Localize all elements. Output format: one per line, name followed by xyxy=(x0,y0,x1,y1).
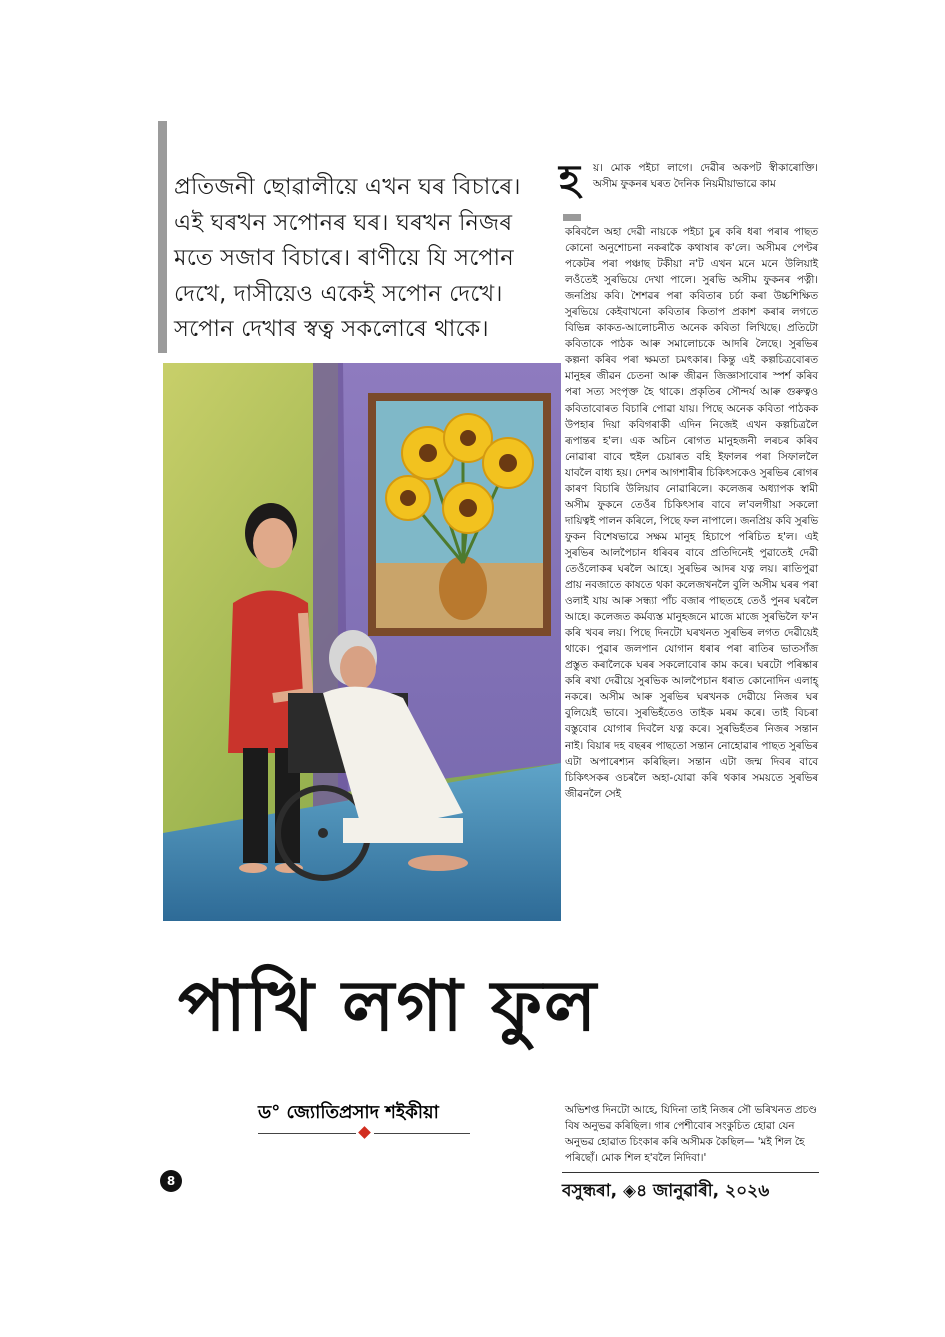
story-title: পাখি লগা ফুল xyxy=(178,965,599,1047)
story-illustration xyxy=(163,363,561,921)
author-name: ড° জ্যোতিপ্ৰসাদ শইকীয়া xyxy=(258,1102,439,1123)
author-rule-left xyxy=(258,1133,356,1134)
footer-publication: বসুন্ধৰা, ◈৪ জানুৱাৰী, ২০২৬ xyxy=(562,1181,770,1201)
sunflower-painting xyxy=(368,393,551,636)
page-number: 8 xyxy=(160,1170,182,1192)
body-text-main: কৰিবলৈ অহা দেৱী নায়কে পইচা চুৰ কৰি ধৰা পৰাৰ পাছত কোনো অনুশোচনা নকৰাকৈ কথাষাৰ ক'লে। অসীমৰ পেণ্টৰ পকেটৰ পৰা পঞ্চাছ টকীয়া ন'ট এখন মনে মনে উলিয়াই লওঁতেই সুৰভিয়ে দেখা পালে। সুৰভি অসীম ফুকনৰ পত্নী। জনপ্ৰিয় কবি। শৈশৱৰ পৰা কবিতাৰ চৰ্চা কৰা উচ্চশিক্ষিত সুৰভিয়ে কেইবাখনো কবিতাৰ কিতাপ প্ৰকাশ কৰাৰ লগতে বিভিন্ন কাকত-আলোচনীত অনেক কবিতা লিখিছে। প্ৰতিটো কবিতাকে পাঠক আৰু সমালোচকে আদৰি লৈছে। সুৰভিৰ কল্পনা কৰিব পৰা ক্ষমতা চমৎকাৰ। কিন্তু এই কল্পচিত্ৰবোৰত মানুহৰ জীৱন চেতনা আৰু জীৱন জিজ্ঞাসাবোৰ স্পৰ্শ কৰিব পৰা সত্য সংপৃক্ত হৈ থাকে। প্ৰকৃতিৰ সৌন্দৰ্য আৰু গুৰুত্বও কবিতাবোৰত বিচাৰি পোৱা যায়। পিছে অনেক কবিতা পাঠকক উপহাৰ দিয়া কবিগৰাকী এদিন নিজেই এখন কল্পচিত্ৰলৈ ৰূপান্তৰ হ'ল। এক অচিন ৰোগত মানুহজনী লৰচৰ কৰিব নোৱাৰা বাবে হুইল চেয়াৰত বহি ইফালৰ পৰা সিফাললৈ যাবলৈ বাধ্য হয়। দেশৰ আগশাৰীৰ চিকিৎসকেও সুৰভিৰ ৰোগৰ কাৰণ বিচাৰি উলিয়াব নোৱাৰিলে। কলেজৰ অধ্যাপক স্বামী অসীম ফুকনে তেওঁৰ চিকিৎসাৰ বাবে ল'বলগীয়া সকলো দায়িত্বই পালন কৰিলে, পিছে ফল নাপালে। জনপ্ৰিয় কবি সুৰভি ফুকন বিশেষভাৱে সক্ষম মানুহ হিচাপে পৰিচিত হ'ল। এই সুৰভিৰ আলপৈচান ধৰিবৰ বাবে প্ৰতিদিনেই পুৱাতেই দেৱী তেওঁলোকৰ ঘৰলৈ আহে। সুৰভিৰ আদৰ যত্ন লয়। ৰাতিপুৱা প্ৰায় নবজাতে কাষতে থকা কলেজখনলৈ বুলি অসীম ঘৰৰ পৰা ওলাই যায় আৰু সন্ধ্যা পাঁচ বজাৰ পাছতহে তেওঁ পুনৰ ঘৰলৈ আহে। কলেজত কৰ্মব্যস্ত মানুহজনে মাজে মাজে সুৰভিলৈ ফ'ন কৰি খবৰ লয়। পিছে দিনটো ঘৰখনত সুৰভিৰ লগত দেৱীয়েই থাকে। পুৱাৰ জলপান যোগান ধৰাৰ পৰা ৰাতিৰ ভাতসাঁজ প্ৰস্তুত কৰালৈকে ঘৰৰ সকলোবোৰ কাম কৰে। ঘৰটো পৰিষ্কাৰ কৰি ৰখা দেৱীয়ে সুৰভিক আলপৈচান ধৰাত কোনোদিন এলাহ্ নকৰে। অসীম আৰু সুৰভিৰ ঘৰখনক দেৱীয়ে নিজৰ ঘৰ বুলিয়েই ভাবে। সুৰভিহঁতেও তাইক মৰম কৰে। তাই বিচৰা বস্তুবোৰ যোগাৰ দিবলৈ যত্ন কৰে। সুৰভিহঁতৰ নিজৰ সন্তান নাই। বিয়াৰ দহ বছৰৰ পাছতো সন্তান নোহোৱাৰ পাছত সুৰভিৰ এটা অপাৰেশ্যন কৰিছিল। সন্তান এটা জন্ম দিবৰ বাবে চিকিৎসকৰ ওচৰলৈ অহা-যোৱা কৰি থকাৰ সময়তে সুৰভিৰ জীৱনলৈ সেই xyxy=(565,226,818,800)
pull-quote-bar xyxy=(158,121,167,353)
body-text-end: অভিশপ্ত দিনটো আহে, যিদিনা তাই নিজৰ সৌ ভৰিখনত প্ৰচণ্ড বিষ অনুভৱ কৰিছিল। গাৰ পেশীবোৰ সংকুচিত হোৱা যেন অনুভৱ হোৱাত চিংকাৰ কৰি অসীমক কৈছিল— 'মই শিল হৈ পৰিছোঁ। মোক শিল হ'বলৈ নিদিবা।' xyxy=(565,1104,817,1164)
footer-rule xyxy=(562,1172,819,1173)
drop-cap: হ xyxy=(559,157,581,203)
body-text-intro: য়। মোক পইচা লাগে। দেৱীৰ অকপট স্বীকাৰোক্তি। অসীম ফুকনৰ ঘৰত দৈনিক নিয়মীয়াভাৱে কাম xyxy=(593,162,818,191)
pull-quote: প্ৰতিজনী ছোৱালীয়ে এখন ঘৰ বিচাৰে। এই ঘৰখন সপোনৰ ঘৰ। ঘৰখন নিজৰ মতে সজাব বিচাৰে। ৰাণীয়ে যি সপোন দেখে, দাসীয়েও একেই সপোন দেখে। সপোন দেখাৰ স্বত্ব সকলোৰে থাকে। xyxy=(174,174,521,342)
drop-cap-bar xyxy=(563,214,581,221)
author-rule-right xyxy=(374,1133,470,1134)
